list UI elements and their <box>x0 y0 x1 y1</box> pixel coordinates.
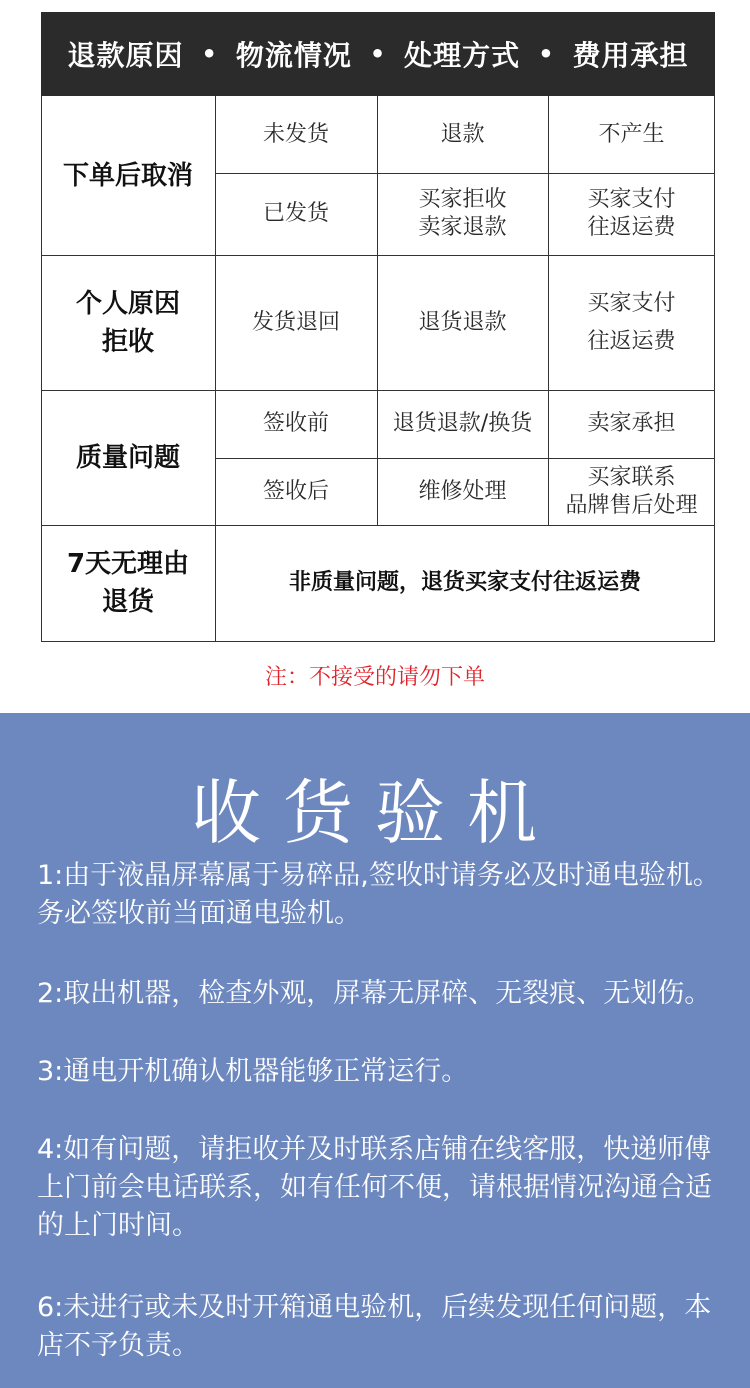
row-label-quality: 质量问题 <box>75 442 180 473</box>
header-separator: • <box>369 40 387 68</box>
table-cell: 买家支付 往返运费 <box>587 290 676 354</box>
table-border <box>41 641 715 642</box>
table-cell: 签收后 <box>262 478 329 504</box>
table-cell: 退货退款/换货 <box>392 411 533 436</box>
instruction-6: 6:未进行或未及时开箱通电验机，后续发现任何问题，本店不予负责。 <box>37 1292 712 1361</box>
instruction-3: 3:通电开机确认机器能够正常运行。 <box>37 1056 469 1087</box>
warning-note: 注：不接受的请勿下单 <box>264 665 485 690</box>
table-cell: 未发货 <box>262 121 329 147</box>
header-separator: • <box>201 40 218 68</box>
table-cell: 签收前 <box>262 411 329 436</box>
table-cell: 已发货 <box>262 201 329 226</box>
table-cell: 买家拒收 卖家退款 <box>418 187 507 240</box>
header-separator: • <box>538 40 555 68</box>
table-cell: 卖家承担 <box>587 411 676 436</box>
inspection-section <box>0 713 750 1388</box>
table-cell: 退货退款 <box>418 309 507 335</box>
instruction-1: 1:由于液晶屏幕属于易碎品,签收时请务必及时通电验机。务必签收前当面通电验机。 <box>37 860 720 929</box>
table-cell: 买家支付 往返运费 <box>587 187 676 240</box>
instruction-2: 2:取出机器，检查外观，屏幕无屏碎、无裂痕、无划伤。 <box>37 978 712 1009</box>
table-cell: 买家联系 品牌售后处理 <box>565 464 698 518</box>
header-refund-reason: 退款原因 <box>67 39 184 72</box>
header-logistics: 物流情况 <box>235 39 352 72</box>
table-cell: 发货退回 <box>251 309 340 335</box>
row-label-personal: 个人原因 拒收 <box>75 288 180 357</box>
table-cell: 退款 <box>440 121 485 147</box>
section-title: 收货验机 <box>191 772 559 854</box>
instruction-4: 4:如有问题，请拒收并及时联系店铺在线客服，快递师傅上门前会电话联系，如有任何不便，请根据情况沟通合适的上门时间。 <box>37 1134 712 1241</box>
header-handling: 处理方式 <box>404 39 521 72</box>
table-cell: 维修处理 <box>418 478 507 504</box>
row-label-cancel: 下单后取消 <box>62 160 193 191</box>
refund-policy-table <box>41 96 715 642</box>
table-cell-merged: 非质量问题，退货买家支付往返运费 <box>288 570 641 595</box>
table-cell: 不产生 <box>598 121 665 147</box>
table-header <box>41 12 715 96</box>
row-label-7day: 7天无理由 退货 <box>66 549 190 617</box>
header-cost: 费用承担 <box>572 39 689 72</box>
